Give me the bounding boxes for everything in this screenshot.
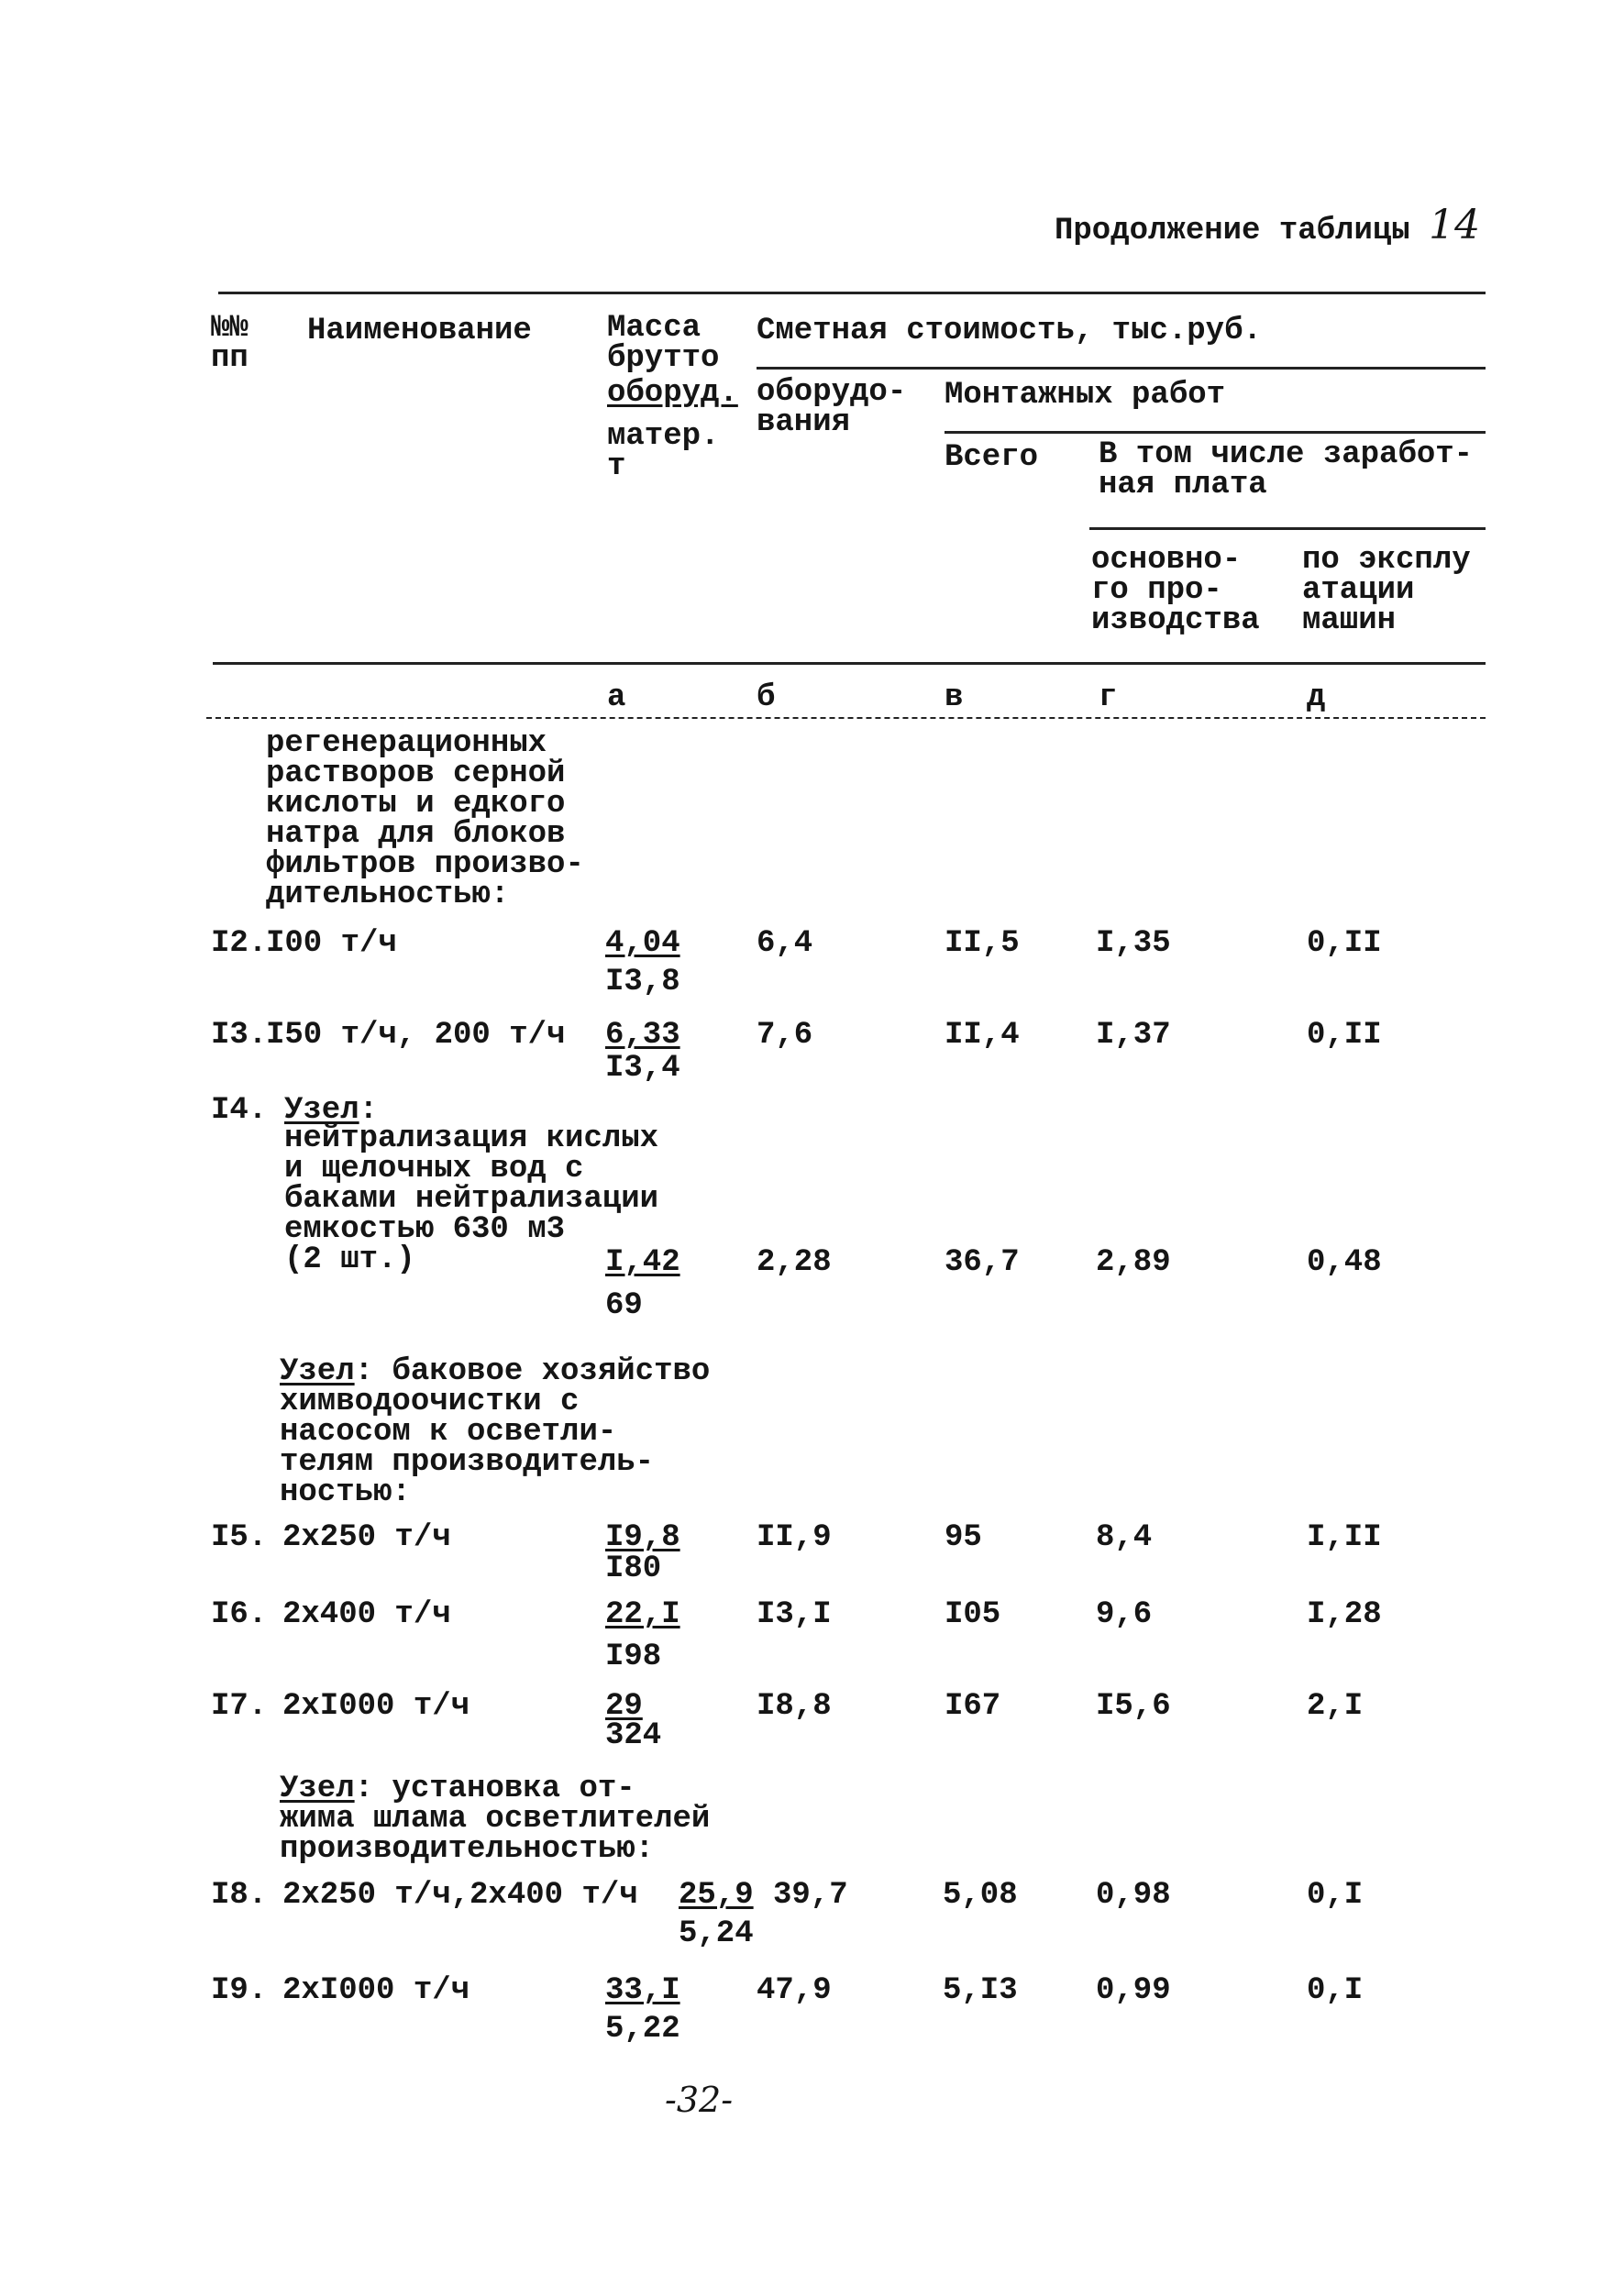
wage-main-production: I,37 (1096, 1018, 1171, 1053)
column-letter: в (945, 680, 964, 715)
row-name: 2xI000 т/ч (282, 1689, 470, 1724)
wage-main-production: 8,4 (1096, 1520, 1153, 1555)
row-number: I3. (211, 1018, 268, 1053)
header-equipment: оборудо- вания (757, 375, 907, 440)
installation-total: 5,I3 (943, 1973, 1018, 2008)
wage-machine-operation: I,II (1307, 1520, 1382, 1555)
column-letter: г (1099, 680, 1118, 715)
column-letter: д (1307, 680, 1326, 715)
header-mass: Масса брутто (607, 311, 720, 376)
section-text: Узел: установка от- жима шлама осветлителей производительностью: (280, 1772, 711, 1867)
row-number: I6. (211, 1597, 268, 1632)
installation-total: 95 (945, 1520, 982, 1555)
row-number: I4. (211, 1093, 268, 1128)
equipment-cost: 2,28 (757, 1245, 832, 1280)
column-letter: а (607, 680, 626, 715)
node-label: Узел (284, 1093, 359, 1128)
cost-group-rule (757, 367, 1486, 370)
column-letter: б (757, 680, 776, 715)
header-total: Всего (945, 440, 1039, 475)
row-name: 2x250 т/ч,2x400 т/ч (282, 1878, 638, 1913)
mass-material: I80 (605, 1551, 662, 1586)
letters-bottom-rule (206, 717, 1486, 719)
table-top-rule (218, 292, 1486, 294)
mass-equipment: 25,9 (679, 1878, 754, 1913)
node-description: нейтрализация кислых и щелочных вод с баками нейтрализации емкостью 630 м3 (2 шт.) (284, 1121, 659, 1277)
header-num: №№ пп (211, 311, 249, 376)
wage-main-production: I,35 (1096, 926, 1171, 961)
row-number: I2. (211, 926, 268, 961)
table-continuation-caption: Продолжение таблицы 14 (1055, 202, 1481, 248)
equipment-cost: II,9 (757, 1520, 832, 1555)
mass-equipment: I9,8 (605, 1520, 680, 1555)
node-heading: Узел: (284, 1093, 379, 1128)
row-name: I00 т/ч (266, 926, 397, 961)
mass-equipment: I,42 (605, 1245, 680, 1280)
node-label: Узел (280, 1772, 355, 1806)
mass-equipment: 29 (605, 1689, 643, 1724)
equipment-cost: I8,8 (757, 1689, 832, 1724)
row-number: I5. (211, 1520, 268, 1555)
wage-machine-operation: 2,I (1307, 1689, 1364, 1724)
mass-material: 5,22 (605, 2012, 680, 2047)
header-main-production: основно- го про- изводства (1091, 543, 1260, 638)
page-number: -32- (665, 2080, 734, 2120)
wage-main-production: I5,6 (1096, 1689, 1171, 1724)
wage-machine-operation: 0,II (1307, 926, 1382, 961)
wage-machine-operation: 0,I (1307, 1973, 1364, 2008)
wage-main-production: 0,98 (1096, 1878, 1171, 1913)
mass-equipment: 4,04 (605, 926, 680, 961)
wage-machine-operation: 0,II (1307, 1018, 1382, 1053)
header-machine-operation: по эксплу атации машин (1302, 543, 1471, 638)
header-installation: Монтажных работ (945, 378, 1226, 413)
row-name: 2x250 т/ч (282, 1520, 451, 1555)
mass-material: I3,4 (605, 1051, 680, 1086)
header-incl-wages: В том числе заработ- ная плата (1099, 437, 1474, 502)
header-mass-equipment: оборуд. (607, 376, 738, 411)
row-number: I9. (211, 1973, 268, 2008)
equipment-cost: 39,7 (773, 1878, 848, 1913)
equipment-cost: 47,9 (757, 1973, 832, 2008)
section-text: регенерационных растворов серной кислоты и едкого натра для блоков фильтров произво- дительностью: (266, 726, 584, 912)
mass-material: 324 (605, 1718, 662, 1753)
mass-equipment: 6,33 (605, 1018, 680, 1053)
row-number: I8. (211, 1878, 268, 1913)
wage-machine-operation: 0,48 (1307, 1245, 1382, 1280)
mass-equipment: 33,I (605, 1973, 680, 2008)
installation-total: II,4 (945, 1018, 1020, 1053)
equipment-cost: 7,6 (757, 1018, 813, 1053)
equipment-cost: 6,4 (757, 926, 813, 961)
wages-rule (1089, 527, 1486, 530)
row-name: I50 т/ч, 200 т/ч (266, 1018, 566, 1053)
wage-machine-operation: I,28 (1307, 1597, 1382, 1632)
mass-material: 69 (605, 1288, 643, 1323)
equipment-cost: I3,I (757, 1597, 832, 1632)
section-text: Узел: баковое хозяйство химводоочистки с насосом к осветли- телям производитель- ностью: (280, 1354, 711, 1510)
mass-material: I98 (605, 1639, 662, 1674)
wage-main-production: 9,6 (1096, 1597, 1153, 1632)
installation-total: 36,7 (945, 1245, 1020, 1280)
header-mass-material: матер. т (607, 419, 720, 484)
row-number: I7. (211, 1689, 268, 1724)
mass-material: I3,8 (605, 965, 680, 999)
wage-main-production: 2,89 (1096, 1245, 1171, 1280)
installation-rule (945, 431, 1486, 434)
installation-total: II,5 (945, 926, 1020, 961)
header-bottom-rule (213, 662, 1486, 665)
wage-main-production: 0,99 (1096, 1973, 1171, 2008)
installation-total: 5,08 (943, 1878, 1018, 1913)
node-label: Узел (280, 1354, 355, 1389)
mass-equipment: 22,I (605, 1597, 680, 1632)
mass-material: 5,24 (679, 1916, 754, 1951)
installation-total: I05 (945, 1597, 1001, 1632)
installation-total: I67 (945, 1689, 1001, 1724)
table-number: 14 (1429, 202, 1481, 248)
header-cost-group: Сметная стоимость, тыс.руб. (757, 314, 1262, 348)
row-name: 2x400 т/ч (282, 1597, 451, 1632)
row-name: 2xI000 т/ч (282, 1973, 470, 2008)
wage-machine-operation: 0,I (1307, 1878, 1364, 1913)
header-name: Наименование (307, 314, 532, 348)
